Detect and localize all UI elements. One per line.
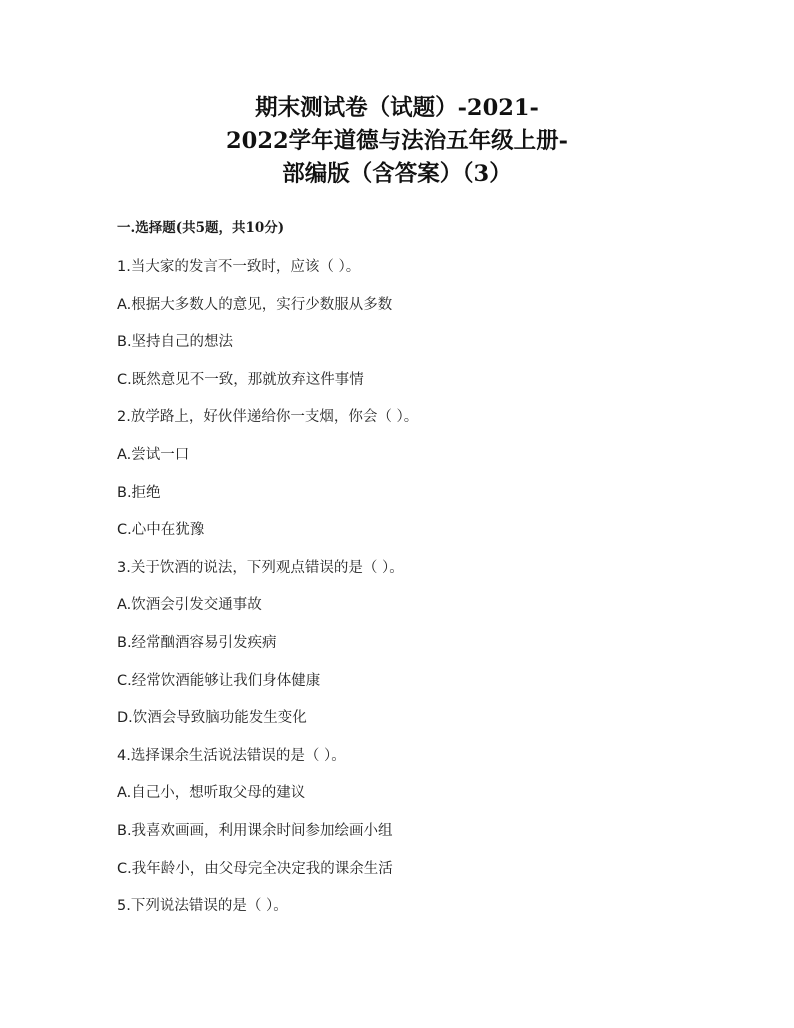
document-title [0, 92, 794, 191]
question-5: 5.下列说法错误的是（ ）。 [117, 898, 288, 915]
question-4-option-c: C.我年龄小，由父母完全决定我的课余生活 [117, 860, 393, 877]
title-line-3: 部编版（含答案）（3） [282, 161, 512, 187]
question-2-option-b: B.拒绝 [117, 484, 161, 501]
question-3: 3.关于饮酒的说法，下列观点错误的是（ ）。 [117, 559, 404, 576]
title-line-2: 2022学年道德与法治五年级上册- [226, 128, 568, 154]
question-3-option-a: A.饮酒会引发交通事故 [117, 597, 262, 614]
question-3-option-b: B.经常酗酒容易引发疾病 [117, 634, 277, 651]
question-1-option-a: A.根据大多数人的意见，实行少数服从多数 [117, 296, 393, 313]
question-3-option-d: D.饮酒会导致脑功能发生变化 [117, 710, 307, 727]
question-4-option-b: B.我喜欢画画，利用课余时间参加绘画小组 [117, 822, 393, 839]
question-2-option-a: A.尝试一口 [117, 446, 190, 463]
section-heading: 一.选择题(共5题，共10分) [117, 220, 285, 236]
question-list [117, 257, 418, 934]
title-line-1: 期末测试卷（试题）-2021- [255, 95, 539, 121]
question-2: 2.放学路上，好伙伴递给你一支烟，你会（ ）。 [117, 409, 419, 426]
question-3-option-c: C.经常饮酒能够让我们身体健康 [117, 672, 321, 689]
question-1-option-c: C.既然意见不一致，那就放弃这件事情 [117, 371, 364, 388]
question-4: 4.选择课余生活说法错误的是（ ）。 [117, 747, 346, 764]
question-2-option-c: C.心中在犹豫 [117, 522, 205, 539]
question-1: 1.当大家的发言不一致时，应该（ ）。 [117, 259, 361, 275]
question-1-option-b: B.坚持自己的想法 [117, 334, 234, 351]
question-4-option-a: A.自己小，想听取父母的建议 [117, 785, 306, 802]
